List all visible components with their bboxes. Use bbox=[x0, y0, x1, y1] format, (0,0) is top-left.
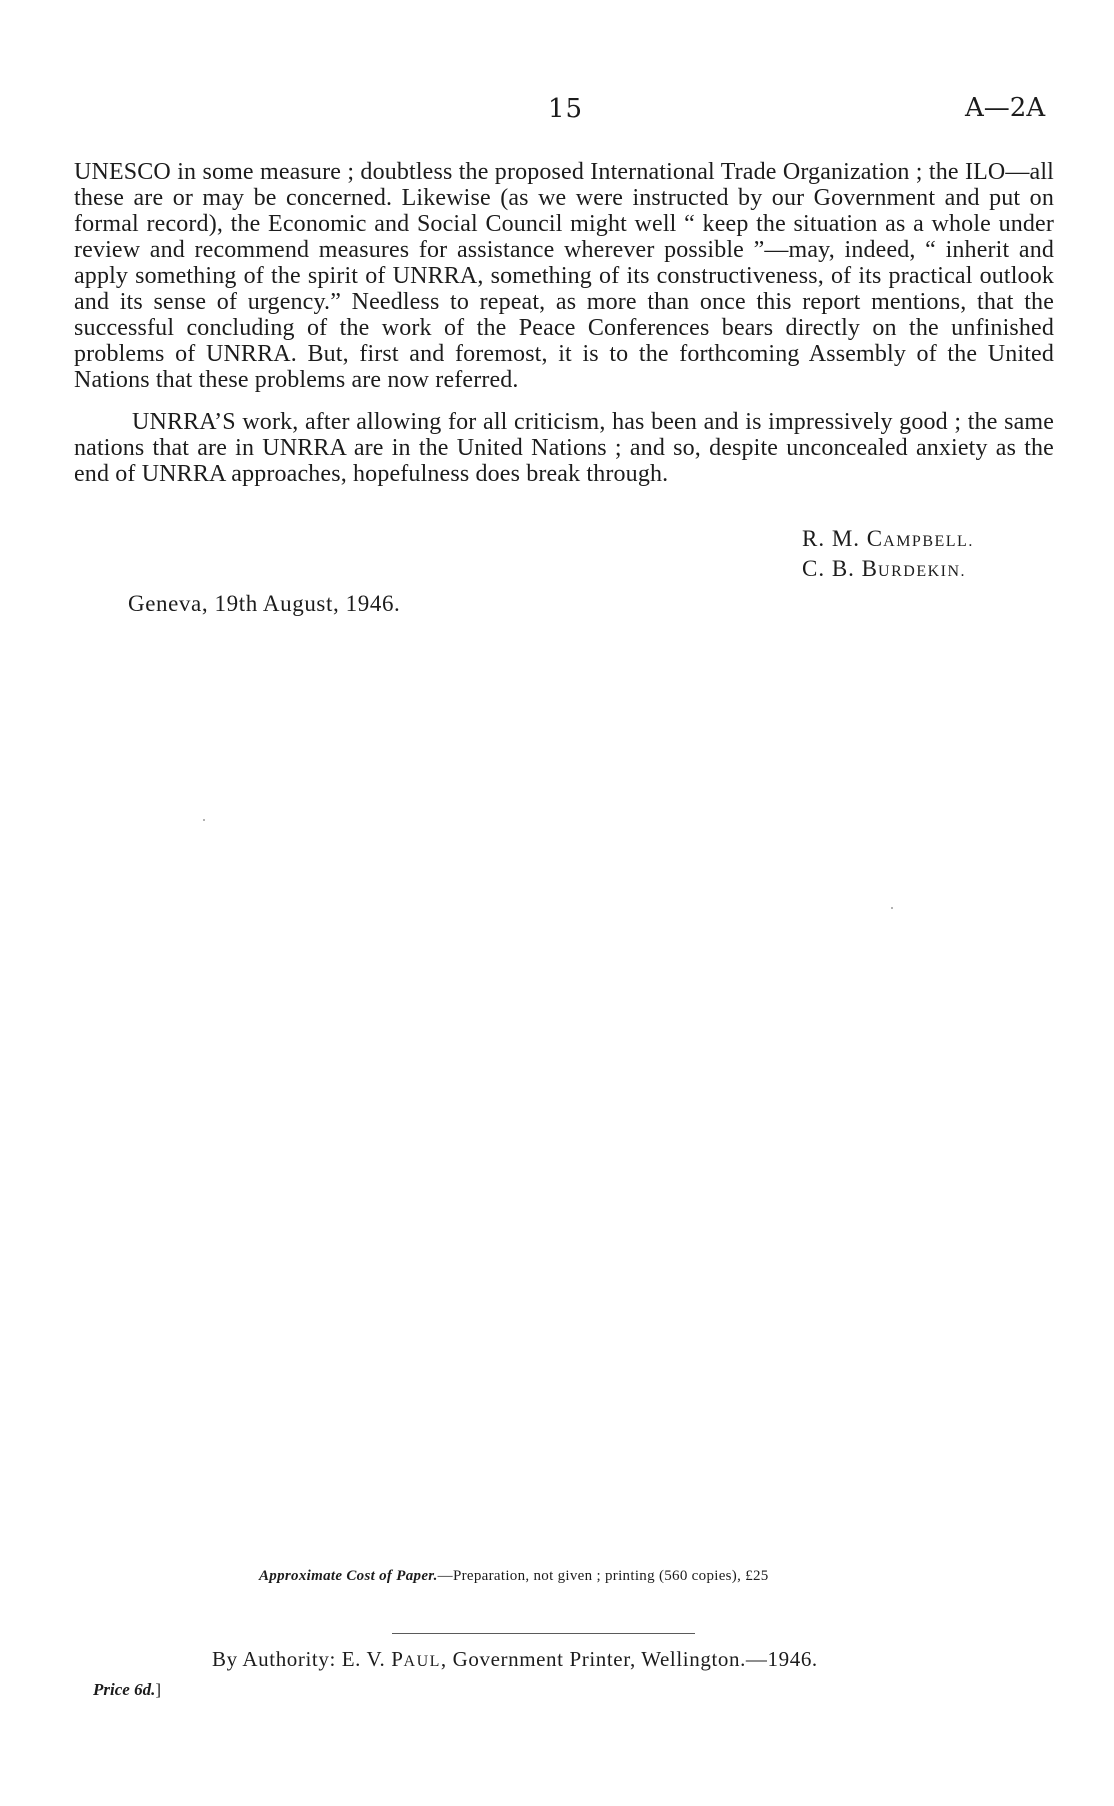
place-and-date: Geneva, 19th August, 1946. bbox=[128, 591, 401, 616]
authority-prefix: By Authority: E. V. P bbox=[212, 1647, 404, 1671]
cost-label: Approximate Cost of Paper. bbox=[259, 1568, 438, 1584]
signature-burdekin bbox=[802, 556, 966, 582]
price-label: Price 6d. bbox=[93, 1680, 156, 1699]
signature-campbell bbox=[802, 526, 974, 552]
printer-authority bbox=[212, 1647, 818, 1672]
price bbox=[93, 1680, 161, 1700]
cost-detail: —Preparation, not given ; printing (560 copies), £25 bbox=[437, 1568, 769, 1584]
price-bracket: ] bbox=[155, 1680, 161, 1699]
signature-surname: AMPBELL. bbox=[883, 533, 974, 550]
scan-speck bbox=[203, 819, 205, 821]
authority-suffix: , Government Printer, Wellington.—1946. bbox=[440, 1647, 818, 1671]
document-code: A—2A bbox=[965, 93, 1046, 123]
authority-name: AUL bbox=[403, 1653, 441, 1670]
signature-surname: URDEKIN. bbox=[878, 563, 967, 580]
body-paragraph-1: UNESCO in some measure ; doubtless the proposed International Trade Organization ; the ILO—all these are or may be concerned. Likewise (as we were instructed by our Government and put on formal record), the Economic and Social Council might well “ keep the situation as a whole under review and recommend measures for assistance wherever possible ”—may, indeed, “ inherit and apply something of the spirit of UNRRA, something of its constructiveness, of its practical outlook and its sense of urgency.” Needless to repeat, as more than once this report mentions, that the successful concluding of the work of the Peace Conferences bears directly on the unfinished problems of UNRRA. But, first and foremost, it is to the forthcoming Assembly of the United Nations that these problems are now referred. bbox=[74, 159, 1054, 393]
page-number: 15 bbox=[548, 94, 584, 124]
scan-speck bbox=[891, 907, 893, 909]
cost-of-paper-note bbox=[259, 1568, 769, 1585]
body-paragraph-2: UNRRA’S work, after allowing for all criticism, has been and is impressively good ; the same nations that are in UNRRA are in the United Nations ; and so, despite unconcealed anxiety as the end of UNRRA approaches, hopefulness does break through. bbox=[74, 409, 1054, 487]
signature-initials: C. B. B bbox=[802, 556, 879, 581]
signature-initials: R. M. C bbox=[802, 526, 884, 551]
footer-divider bbox=[392, 1633, 695, 1634]
